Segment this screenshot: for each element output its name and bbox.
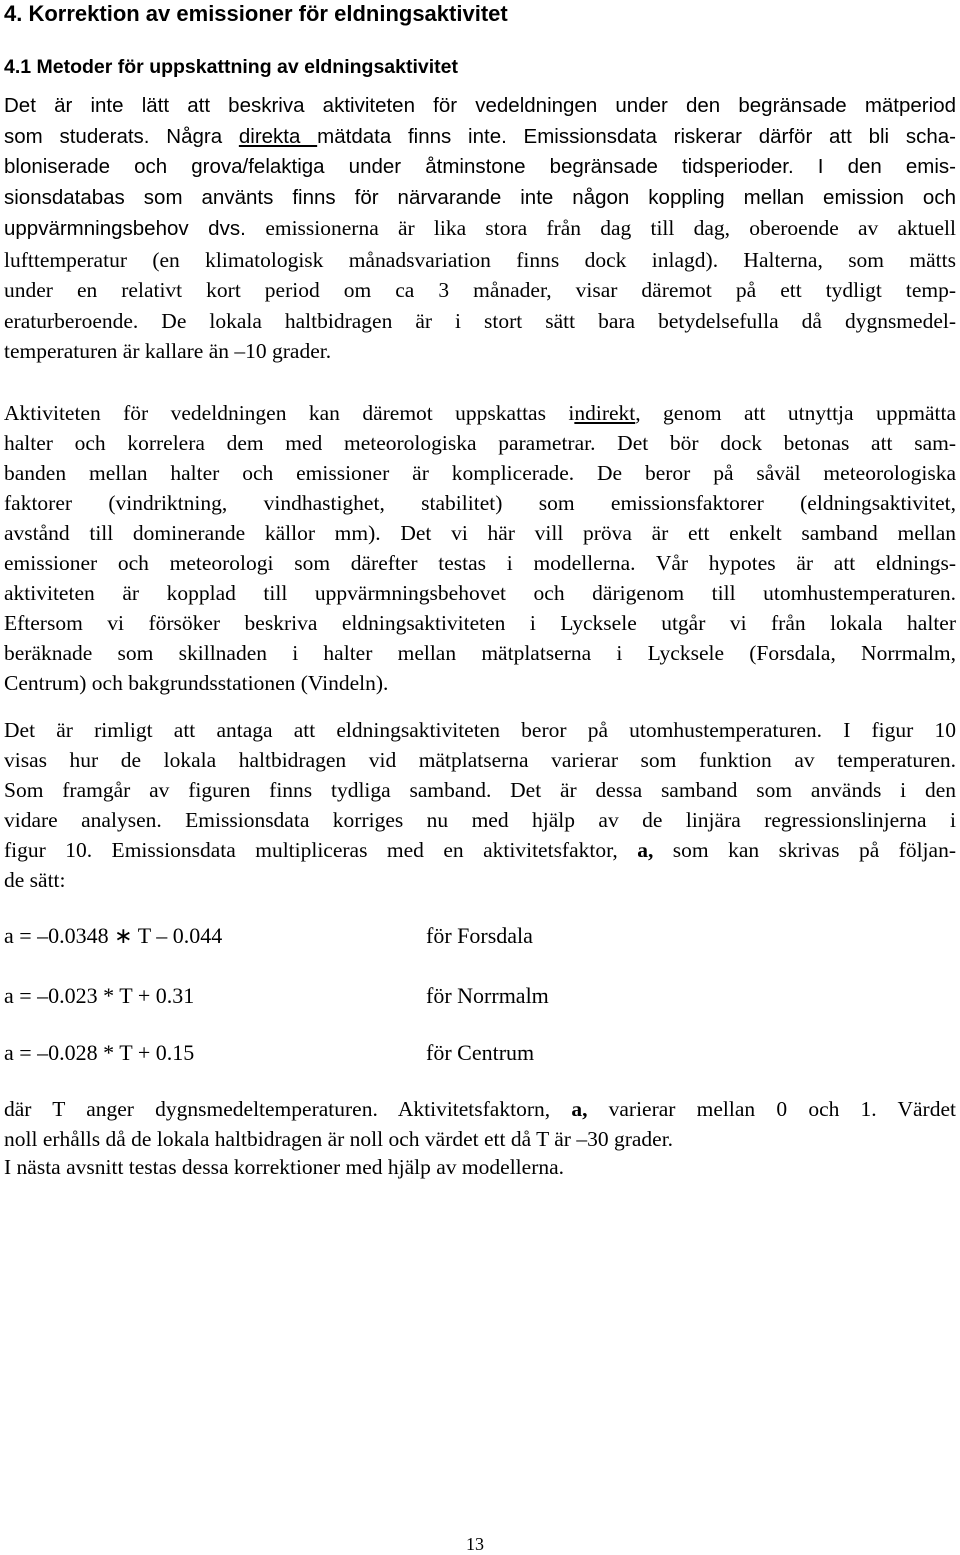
text-line xyxy=(4,835,956,865)
equation-label-centrum: för Centrum xyxy=(426,1040,535,1065)
text-line: de sätt: xyxy=(4,868,66,892)
text-span: där T anger dygnsmedeltemperaturen. Aktivitetsfaktorn, xyxy=(4,1097,572,1121)
bold-text: a, xyxy=(571,1097,588,1121)
equation-label-forsdala: för Forsdala xyxy=(426,923,533,948)
equation-forsdala: a = –0.0348 ∗ T – 0.044 xyxy=(4,923,223,948)
text-span: uppvärmningsbehov dvs. xyxy=(4,217,266,240)
text-span: , genom att utnyttja uppmätta xyxy=(635,401,956,425)
text-span: som studerats. Några xyxy=(4,124,239,148)
text-line: temperaturen är kallare än –10 grader. xyxy=(4,339,332,363)
text-line xyxy=(4,398,956,428)
text-line: Som framgår av figuren finns tydliga samband. Det är dessa samband som används i den xyxy=(4,778,956,802)
page-number: 13 xyxy=(466,1534,484,1554)
text-line: under en relativt kort period om ca 3 månader, visar däremot på ett tydligt temp- xyxy=(4,278,956,302)
text-line: faktorer (vindriktning, vindhastighet, stabilitet) som emissionsfaktorer (eldningsaktivitet, xyxy=(4,491,956,515)
equation-norrmalm: a = –0.023 * T + 0.31 xyxy=(4,983,195,1008)
paragraph-intro xyxy=(4,91,956,367)
paragraph-next-section xyxy=(4,1152,956,1182)
text-line: bloniserade och grova/felaktiga under åtminstone begränsade tidsperioder. I den emis- xyxy=(4,155,956,178)
text-line: lufttemperatur (en klimatologisk månadsvariation finns dock inlagd). Halterna, som mätts xyxy=(4,247,956,272)
section-heading: 4. Korrektion av emissioner för eldningsaktivitet xyxy=(4,1,508,26)
text-line: noll erhålls då de lokala haltbidragen är noll och värdet ett då T är –30 grader. xyxy=(4,1127,674,1151)
subsection-heading: 4.1 Metoder för uppskattning av eldningsaktivitet xyxy=(4,56,458,78)
text-line: Eftersom vi försöker beskriva eldningsaktiviteten i Lycksele utgår vi från lokala halter xyxy=(4,611,956,635)
paragraph-activity-factor xyxy=(4,1094,956,1154)
text-span: figur 10. Emissionsdata multipliceras med en aktivitetsfaktor, xyxy=(4,838,638,862)
text-line: sionsdatabas som använts finns för närvarande inte någon koppling mellan emission och xyxy=(4,185,956,209)
text-line: eraturberoende. De lokala haltbidragen är i stort sätt bara betydelsefulla då dygnsmedel- xyxy=(4,308,956,333)
underlined-text: ndirekt xyxy=(574,401,636,425)
text-span: mätdata finns inte. Emissionsdata riskerar därför att bli scha- xyxy=(317,124,956,148)
text-line: I nästa avsnitt testas dessa korrektioner med hjälp av modellerna. xyxy=(4,1155,565,1179)
bold-text: a, xyxy=(637,838,654,862)
underlined-text: direkta xyxy=(238,124,318,148)
text-span: som kan skrivas på följan- xyxy=(653,838,956,862)
text-line: beräknade som skillnaden i halter mellan mätplatserna i Lycksele (Forsdala, Norrmalm, xyxy=(4,641,956,665)
text-span: varierar mellan 0 och 1. Värdet xyxy=(587,1097,956,1121)
text-line xyxy=(4,1094,956,1124)
text-line: banden mellan halter och emissioner är komplicerade. De beror på såväl meteorologiska xyxy=(4,461,956,485)
text-line xyxy=(4,213,956,245)
text-span: Aktiviteten för vedeldningen kan däremot uppskattas i xyxy=(4,401,575,425)
text-line: visas hur de lokala haltbidragen vid mätplatserna varierar som funktion av temperaturen. xyxy=(4,748,956,772)
text-line xyxy=(4,122,956,153)
equation-centrum: a = –0.028 * T + 0.15 xyxy=(4,1040,195,1065)
text-line: halter och korrelera dem med meteorologiska parametrar. Det bör dock betonas att sam- xyxy=(4,431,956,455)
equation-label-norrmalm: för Norrmalm xyxy=(426,983,549,1008)
paragraph-temperature-dependence xyxy=(4,715,956,895)
text-line: Det är inte lätt att beskriva aktiviteten för vedeldningen under den begränsade mätperiod xyxy=(4,94,956,117)
text-line: emissioner och meteorologi som därefter testas i modellerna. Vår hypotes är att eldnings- xyxy=(4,551,956,575)
text-line: avstånd till dominerande källor mm). Det vi här vill pröva är ett enkelt samband mellan xyxy=(4,521,956,545)
text-line: Det är rimligt att antaga att eldningsaktiviteten beror på utomhustemperaturen. I figur 10 xyxy=(4,718,956,742)
paragraph-indirect-estimation xyxy=(4,398,956,698)
text-line: vidare analysen. Emissionsdata korriges nu med hjälp av de linjära regressionslinjerna i xyxy=(4,808,956,832)
text-line: Centrum) och bakgrundsstationen (Vindeln). xyxy=(4,671,389,695)
text-line: aktiviteten är kopplad till uppvärmningsbehovet och därigenom till utomhustemperaturen. xyxy=(4,581,956,605)
text-span: emissionerna är lika stora från dag till dag, oberoende av aktuell xyxy=(265,216,957,240)
